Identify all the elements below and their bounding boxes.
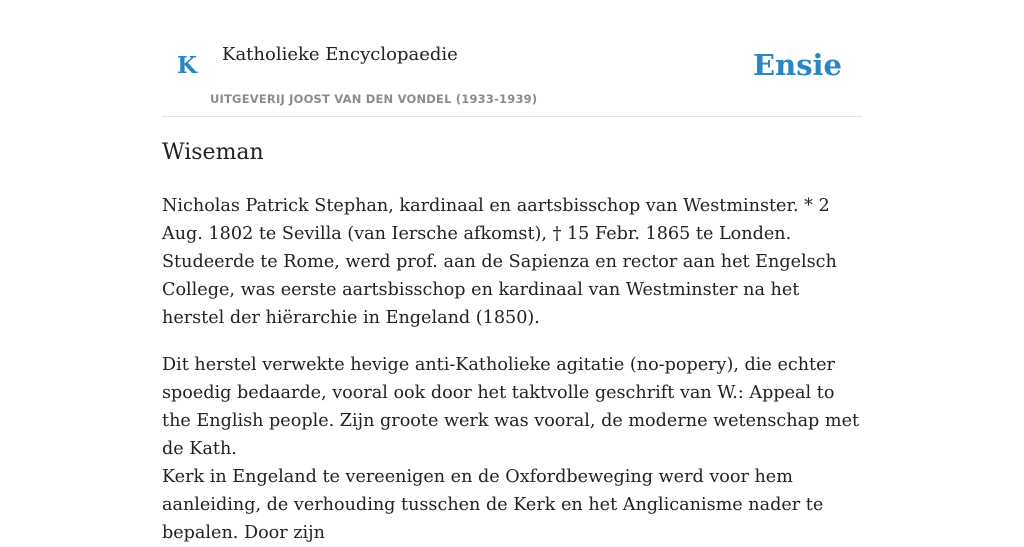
site-subtitle: UITGEVERIJ JOOST VAN DEN VONDEL (1933-1939) xyxy=(210,92,538,106)
brand-logo[interactable]: Ensie xyxy=(753,48,842,82)
article-paragraph: Nicholas Patrick Stephan, kardinaal en aartsbisschop van Westminster. * 2 Aug. 1802 te Sevilla (van Iersche afkomst), † 15 Febr. 1865 te Londen. Studeerde te Rome, werd prof. aan de Sapienza en rector aan het Engelsch College, was eerste aartsbisschop en kardinaal van Westminster na het herstel der hiërarchie in Engeland (1850). xyxy=(162,196,837,328)
article-paragraph: Kerk in Engeland te vereenigen en de Oxfordbeweging werd voor hem aanleiding, de verhouding tusschen de Kerk en het Anglicanisme nader te bepalen. Door zijn xyxy=(162,467,824,543)
site-title[interactable]: Katholieke Encyclopaedie xyxy=(222,44,458,65)
article-paragraph: Dit herstel verwekte hevige anti-Katholieke agitatie (no-popery), die echter spoedig bedaarde, vooral ook door het taktvolle geschrift van W.: Appeal to the English people. Zijn groote werk was vooral, de moderne wetenschap met de Kath. xyxy=(162,355,860,459)
site-header xyxy=(162,0,862,117)
logo-icon[interactable]: K xyxy=(177,52,197,79)
content-container xyxy=(162,0,862,543)
article-title: Wiseman xyxy=(162,140,264,165)
